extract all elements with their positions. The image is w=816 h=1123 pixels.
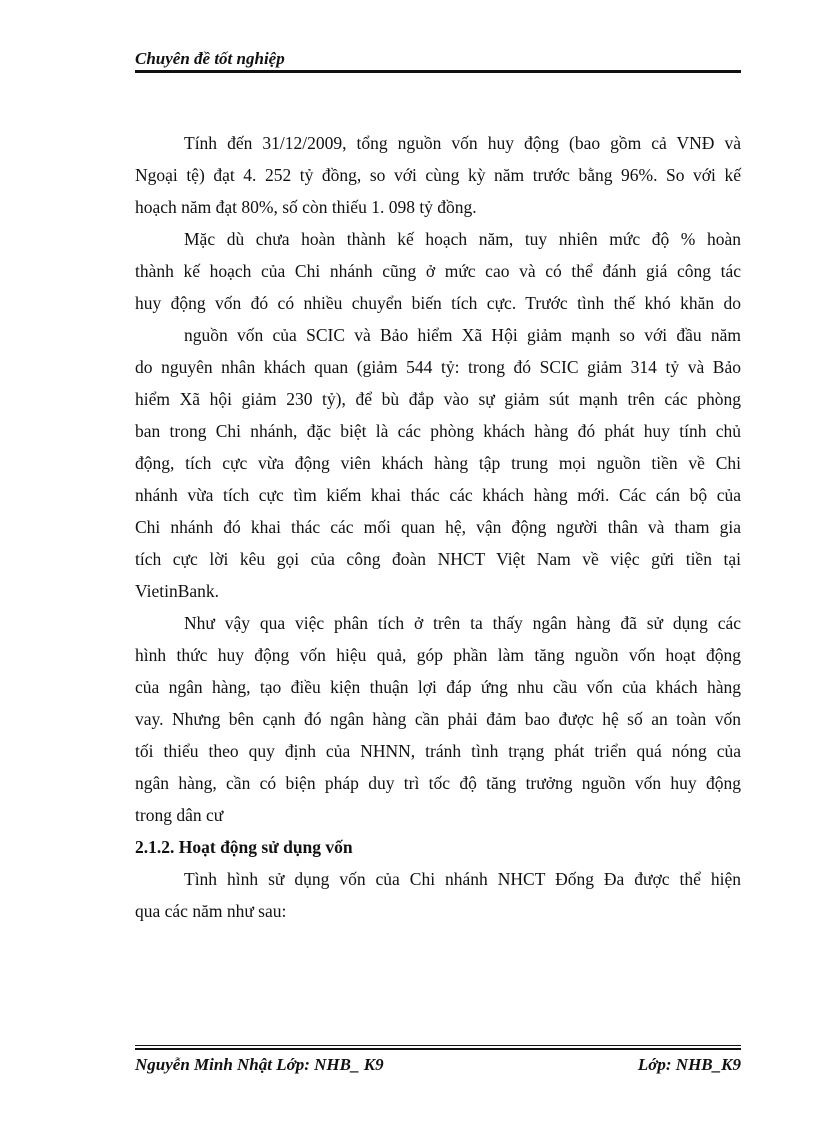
- text-line: Như vậy qua việc phân tích ở trên ta thấy ngân hàng đã sử dụng các: [184, 613, 741, 633]
- header-rule: [135, 70, 741, 73]
- footer-rule: [135, 1048, 741, 1050]
- section-heading: 2.1.2. Hoạt động sử dụng vốn: [135, 837, 353, 857]
- text-line: Mặc dù chưa hoàn thành kế hoạch năm, tuy nhiên mức độ % hoàn: [184, 229, 741, 249]
- text-line: động, tích cực vừa động viên khách hàng tập trung mọi nguồn tiền về Chi: [135, 453, 741, 473]
- text-line: ngân hàng, cần có biện pháp duy trì tốc độ tăng trưởng nguồn vốn huy động: [135, 773, 741, 793]
- text-line: ban trong Chi nhánh, đặc biệt là các phòng khách hàng đó phát huy tính chủ: [135, 421, 741, 441]
- footer-class: Lớp: NHB_K9: [637, 1055, 741, 1074]
- text-line: tối thiểu theo quy định của NHNN, tránh tình trạng phát triển quá nóng của: [135, 741, 741, 761]
- text-line: của ngân hàng, tạo điều kiện thuận lợi đáp ứng nhu cầu vốn của khách hàng: [135, 677, 741, 697]
- text-line: nhánh vừa tích cực tìm kiếm khai thác các khách hàng mới. Các cán bộ của: [135, 485, 741, 505]
- footer-author: Nguyễn Minh Nhật Lớp: NHB_ K9: [135, 1055, 384, 1074]
- text-line: qua các năm như sau:: [135, 901, 287, 921]
- text-line: Ngoại tệ) đạt 4. 252 tỷ đồng, so với cùng kỳ năm trước bằng 96%. So với kế: [135, 165, 741, 185]
- text-line: vay. Nhưng bên cạnh đó ngân hàng cần phải đảm bao được hệ số an toàn vốn: [135, 709, 741, 729]
- text-line: thành kế hoạch của Chi nhánh cũng ở mức cao và có thể đánh giá công tác: [135, 261, 741, 281]
- text-line: Chi nhánh đó khai thác các mối quan hệ, vận động người thân và tham gia: [135, 517, 741, 537]
- text-line: trong dân cư: [135, 805, 224, 825]
- text-line: VietinBank.: [135, 581, 220, 601]
- page-header: [135, 48, 741, 73]
- text-line: tích cực lời kêu gọi của công đoàn NHCT Việt Nam về việc gửi tiền tại: [135, 549, 741, 569]
- text-line: Tình hình sử dụng vốn của Chi nhánh NHCT Đống Đa được thể hiện: [184, 869, 741, 889]
- footer-row: [135, 1053, 741, 1077]
- text-line: hiểm Xã hội giảm 230 tỷ), để bù đắp vào sự giảm sút mạnh trên các phòng: [135, 389, 741, 409]
- text-line: Tính đến 31/12/2009, tổng nguồn vốn huy động (bao gồm cả VNĐ và: [184, 133, 741, 153]
- footer-rule: [135, 1045, 741, 1046]
- page-footer: [135, 1045, 741, 1077]
- text-line: do nguyên nhân khách quan (giảm 544 tỷ: trong đó SCIC giảm 314 tỷ và Bảo: [135, 357, 741, 377]
- header-title: Chuyên đề tốt nghiệp: [135, 49, 285, 68]
- text-line: hoạch năm đạt 80%, số còn thiếu 1. 098 tỷ đồng.: [135, 197, 477, 217]
- text-line: huy động vốn đó có nhiều chuyển biến tích cực. Trước tình thế khó khăn do: [135, 293, 741, 313]
- text-line: hình thức huy động vốn hiệu quả, góp phần làm tăng nguồn vốn hoạt động: [135, 645, 741, 665]
- text-line: nguồn vốn của SCIC và Bảo hiểm Xã Hội giảm mạnh so với đầu năm: [184, 325, 741, 345]
- document-body: [135, 127, 741, 927]
